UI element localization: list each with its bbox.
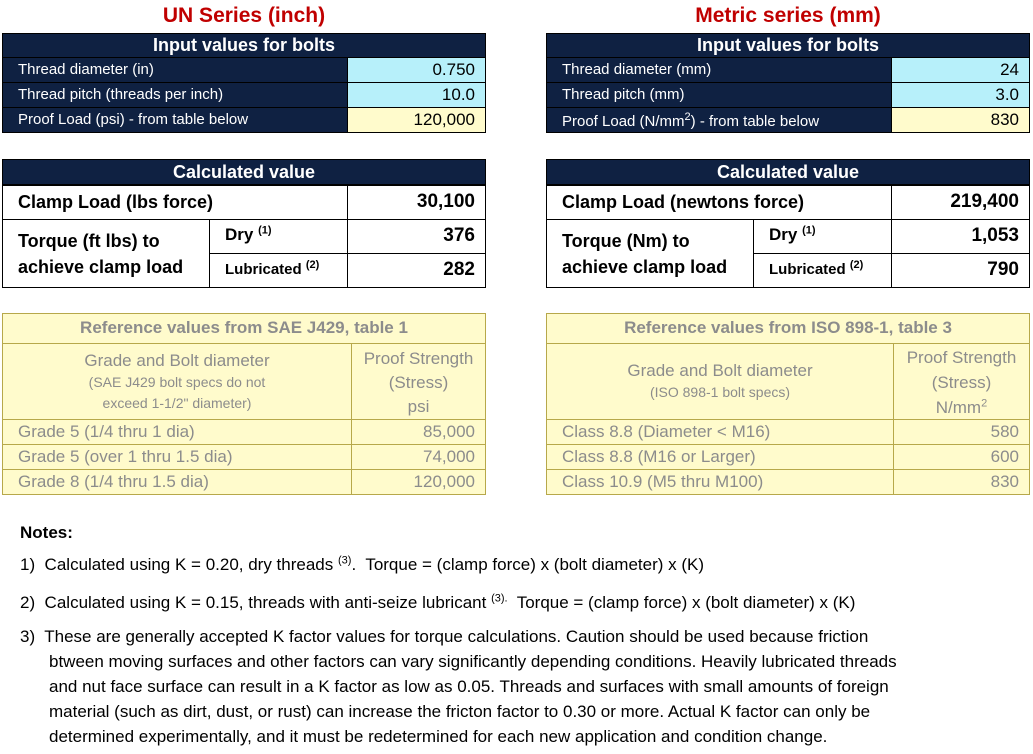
- un-lubricated-torque-value: 282: [347, 253, 486, 288]
- note-2-sup: (3).: [491, 592, 508, 605]
- metric-input-header: Input values for bolts: [546, 33, 1030, 58]
- un-ref-col1-header: [2, 343, 352, 420]
- metric-lubricated-label: [753, 253, 892, 288]
- metric-ref-row-label: Class 10.9 (M5 thru M100): [546, 469, 894, 495]
- metric-ref-row-value: 580: [893, 419, 1030, 445]
- metric-ref-col1-header: [546, 343, 894, 420]
- metric-thread-diameter-input[interactable]: 24: [891, 58, 1030, 83]
- metric-dry-label: [753, 219, 892, 254]
- metric-lub-text: Lubricated: [769, 261, 846, 278]
- note-1-pre: 1) Calculated using K = 0.20, dry threads: [20, 555, 338, 574]
- metric-dry-sup: (1): [802, 224, 816, 237]
- un-lubricated-label: [209, 253, 348, 288]
- note-3-line: determined experimentally, and it must be redetermined for each new application and condition change.: [49, 727, 828, 746]
- un-ref-col2-line2: (Stress): [388, 373, 449, 392]
- metric-proof-load-label: [546, 108, 892, 133]
- note-3-line: material (such as dirt, dust, or rust) can increase the fricton factor to 0.30 or more. Actual K factor can only be: [49, 702, 871, 721]
- un-torque-label-line2: achieve clamp load: [18, 257, 184, 277]
- metric-torque-label-line2: achieve clamp load: [562, 257, 728, 277]
- metric-ref-col1-sub1: (ISO 898-1 bolt specs): [649, 384, 791, 400]
- un-ref-row-value: 85,000: [351, 419, 486, 445]
- un-dry-label: [209, 219, 348, 254]
- metric-lub-sup: (2): [849, 259, 864, 271]
- un-ref-col2-line3: psi: [407, 397, 430, 416]
- metric-torque-label: [546, 219, 754, 288]
- note-1-sup: (3): [338, 554, 352, 567]
- un-ref-row-label: Grade 5 (over 1 thru 1.5 dia): [2, 444, 352, 470]
- metric-ref-col2-unit-sup: 2: [981, 397, 988, 410]
- metric-dry-torque-value: 1,053: [891, 219, 1030, 254]
- un-input-header: Input values for bolts: [2, 33, 486, 58]
- note-3-line: btween moving surfaces and other factors can vary significantly depending conditions. Heavily lubricated threads: [49, 652, 897, 671]
- un-clamp-load-label: Clamp Load (lbs force): [2, 185, 348, 220]
- metric-calc-header: Calculated value: [546, 159, 1030, 185]
- un-ref-col2-line1: Proof Strength: [363, 349, 474, 368]
- metric-ref-row-label: Class 8.8 (Diameter < M16): [546, 419, 894, 445]
- note-3: [20, 624, 1030, 749]
- note-2-post: Torque = (clamp force) x (bolt diameter) x (K): [507, 593, 856, 612]
- un-torque-label: [2, 219, 210, 288]
- notes-title: Notes:: [20, 523, 73, 542]
- un-series-title: UN Series (inch): [162, 4, 326, 27]
- un-proof-load-input[interactable]: 120,000: [347, 108, 486, 133]
- metric-torque-label-line1: Torque (Nm) to: [562, 231, 690, 251]
- metric-thread-pitch-input[interactable]: 3.0: [891, 83, 1030, 108]
- un-ref-col1-text: Grade and Bolt diameter: [84, 351, 270, 370]
- metric-ref-col2-line3: [894, 395, 1029, 420]
- metric-clamp-load-label: Clamp Load (newtons force): [546, 185, 892, 220]
- un-thread-diameter-label: Thread diameter (in): [2, 58, 348, 83]
- metric-proof-load-pre: Proof Load (N/mm: [562, 113, 685, 130]
- un-clamp-load-value: 30,100: [347, 185, 486, 220]
- metric-thread-diameter-label: Thread diameter (mm): [546, 58, 892, 83]
- metric-ref-col2-header: [893, 343, 1030, 420]
- metric-proof-load-post: ) - from table below: [690, 113, 820, 130]
- note-3-line: and nut face surface can result in a K factor as low as 0.05. Threads and surfaces with small amounts of foreign: [49, 677, 889, 696]
- metric-ref-row-value: 600: [893, 444, 1030, 470]
- un-thread-pitch-label: Thread pitch (threads per inch): [2, 83, 348, 108]
- metric-series-title: Metric series (mm): [695, 4, 881, 27]
- un-thread-diameter-input[interactable]: 0.750: [347, 58, 486, 83]
- un-dry-sup: (1): [258, 224, 272, 237]
- un-dry-text: Dry: [225, 225, 254, 244]
- note-1-post: . Torque = (clamp force) x (bolt diameter) x (K): [351, 555, 705, 574]
- metric-ref-col2-line1: Proof Strength: [906, 348, 1017, 367]
- note-1: [20, 552, 1020, 577]
- metric-clamp-load-value: 219,400: [891, 185, 1030, 220]
- un-torque-label-line1: Torque (ft lbs) to: [18, 231, 160, 251]
- metric-ref-col2-unit: N/mm: [935, 398, 982, 417]
- un-lub-text: Lubricated: [225, 261, 302, 278]
- metric-ref-title: Reference values from ISO 898-1, table 3: [546, 313, 1030, 344]
- un-ref-row-value: 74,000: [351, 444, 486, 470]
- un-ref-row-label: Grade 8 (1/4 thru 1.5 dia): [2, 469, 352, 495]
- metric-ref-row-value: 830: [893, 469, 1030, 495]
- metric-thread-pitch-label: Thread pitch (mm): [546, 83, 892, 108]
- un-ref-row-value: 120,000: [351, 469, 486, 495]
- un-ref-col1-sub2: exceed 1-1/2" diameter): [102, 395, 252, 411]
- un-dry-torque-value: 376: [347, 219, 486, 254]
- metric-dry-text: Dry: [769, 225, 798, 244]
- un-lub-sup: (2): [305, 259, 320, 271]
- metric-proof-load-input[interactable]: 830: [891, 108, 1030, 133]
- un-calc-header: Calculated value: [2, 159, 486, 185]
- un-proof-load-label: Proof Load (psi) - from table below: [2, 108, 348, 133]
- metric-lubricated-torque-value: 790: [891, 253, 1030, 288]
- un-ref-row-label: Grade 5 (1/4 thru 1 dia): [2, 419, 352, 445]
- note-2: [20, 590, 1020, 615]
- un-ref-col1-sub1: (SAE J429 bolt specs do not: [88, 374, 266, 390]
- metric-ref-row-label: Class 8.8 (M16 or Larger): [546, 444, 894, 470]
- metric-ref-col2-line2: (Stress): [931, 373, 992, 392]
- note-2-pre: 2) Calculated using K = 0.15, threads with anti-seize lubricant: [20, 593, 492, 612]
- un-thread-pitch-input[interactable]: 10.0: [347, 83, 486, 108]
- metric-proof-load-sup: 2: [684, 111, 691, 123]
- note-3-line: 3) These are generally accepted K factor values for torque calculations. Caution should be used because friction: [20, 627, 869, 646]
- un-ref-col2-header: [351, 343, 486, 420]
- metric-ref-col1-text: Grade and Bolt diameter: [627, 361, 813, 380]
- un-ref-title: Reference values from SAE J429, table 1: [2, 313, 486, 344]
